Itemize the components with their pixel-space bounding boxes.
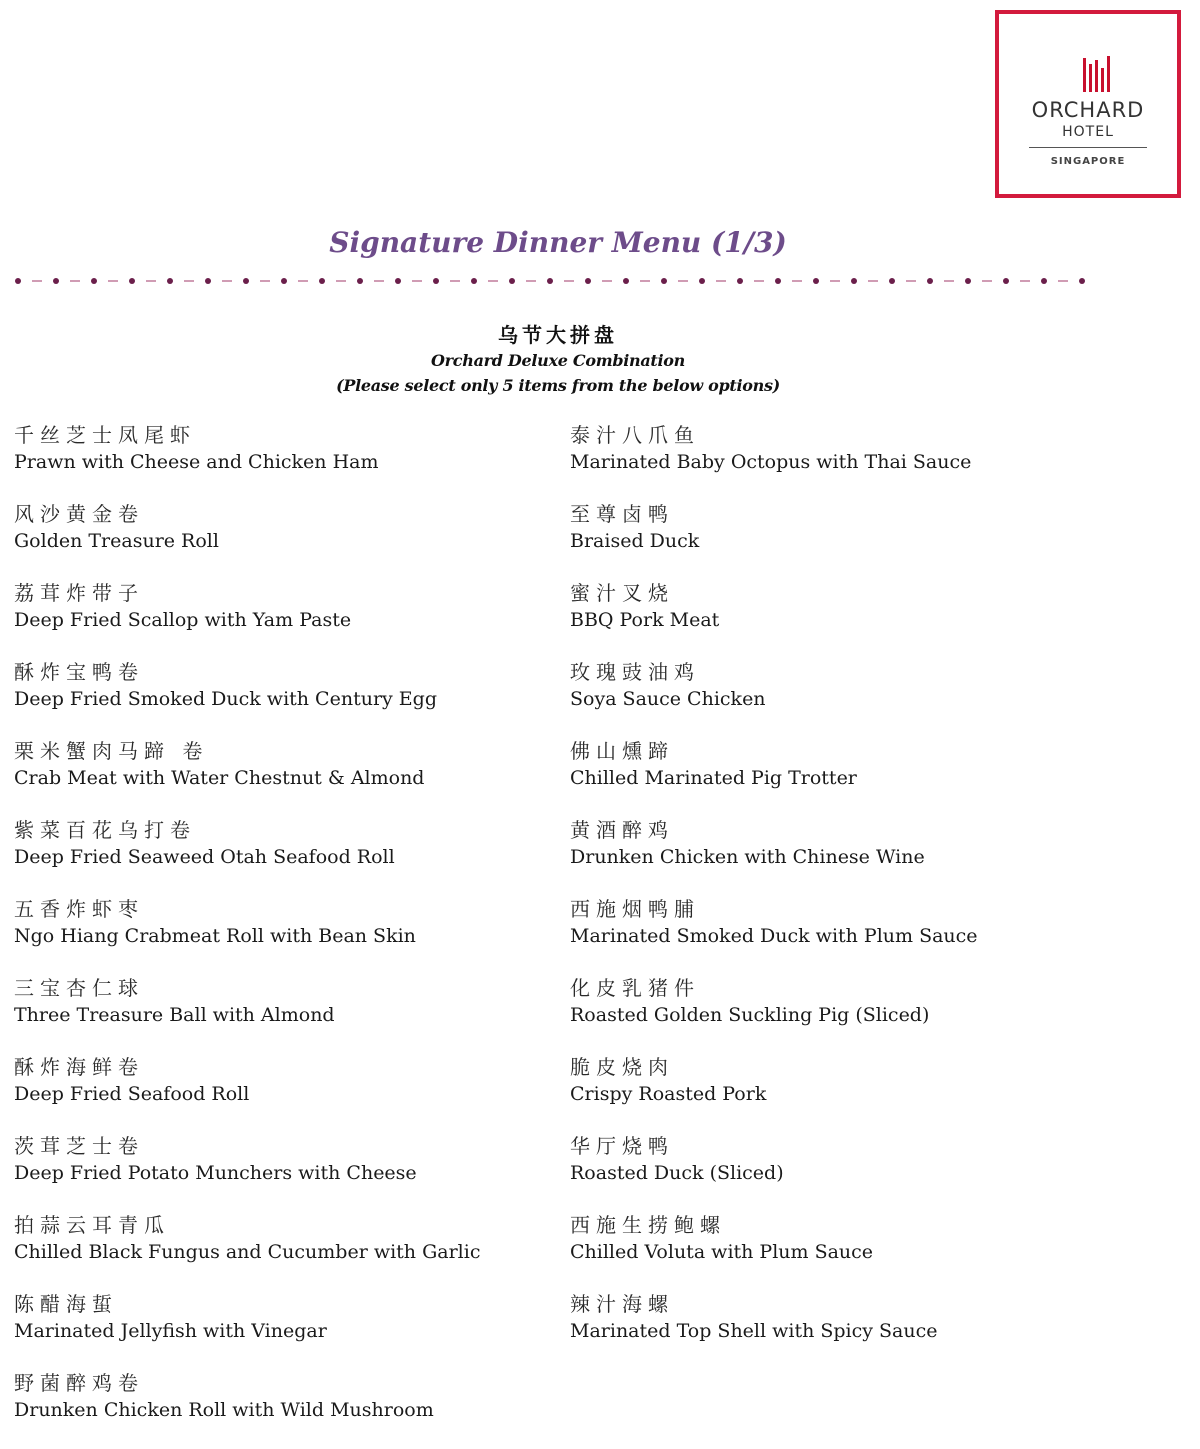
- divider-dot: [53, 278, 59, 284]
- menu-item: [570, 975, 1090, 1054]
- section-header: [0, 322, 1116, 398]
- divider-dot: [433, 278, 439, 284]
- menu-item-name-en: Braised Duck: [570, 530, 700, 552]
- menu-item-name-en: Marinated Smoked Duck with Plum Sauce: [570, 925, 978, 947]
- section-title-zh: 乌节大拼盘: [498, 323, 618, 347]
- divider-dot: [1003, 278, 1009, 284]
- menu-item: [570, 501, 1090, 580]
- menu-item-name-zh: 辣汁海螺: [570, 1292, 674, 1316]
- divider-dot: [91, 278, 97, 284]
- menu-item: [14, 422, 534, 501]
- menu-item: [14, 1212, 534, 1291]
- logo-location: SINGAPORE: [1050, 156, 1126, 167]
- menu-item-name-en: Chilled Black Fungus and Cucumber with Garlic: [14, 1241, 481, 1263]
- menu-item: [570, 896, 1090, 975]
- menu-item-name-zh: 茨茸芝士卷: [14, 1134, 144, 1158]
- menu-item-name-en: Drunken Chicken Roll with Wild Mushroom: [14, 1399, 434, 1421]
- menu-item-name-en: Marinated Top Shell with Spicy Sauce: [570, 1320, 938, 1342]
- divider-dot: [737, 278, 743, 284]
- menu-item-name-zh: 泰汁八爪鱼: [570, 423, 700, 447]
- menu-item: [570, 659, 1090, 738]
- menu-item-name-en: Deep Fried Scallop with Yam Paste: [14, 609, 352, 631]
- menu-item-name-en: Roasted Duck (Sliced): [570, 1162, 784, 1184]
- menu-item: [14, 580, 534, 659]
- logo-divider: [1029, 147, 1147, 148]
- divider-dot: [129, 278, 135, 284]
- divider-dot: [281, 278, 287, 284]
- menu-item: [570, 1054, 1090, 1133]
- divider-dot: [813, 278, 819, 284]
- divider-dot: [965, 278, 971, 284]
- menu-item-name-zh: 野菌醉鸡卷: [14, 1371, 144, 1395]
- menu-item-name-en: Ngo Hiang Crabmeat Roll with Bean Skin: [14, 925, 416, 947]
- menu-item-name-en: Crispy Roasted Pork: [570, 1083, 767, 1105]
- divider-dot: [547, 278, 553, 284]
- menu-item-name-zh: 佛山燻蹄: [570, 739, 674, 763]
- menu-item-name-zh: 黄酒醉鸡: [570, 818, 674, 842]
- menu-item: [14, 817, 534, 896]
- menu-item-name-zh: 五香炸虾枣: [14, 897, 144, 921]
- divider-dot: [395, 278, 401, 284]
- divider-dot: [509, 278, 515, 284]
- divider-dot: [15, 278, 21, 284]
- menu-item-name-zh: 荔茸炸带子: [14, 581, 144, 605]
- menu-item-name-en: Soya Sauce Chicken: [570, 688, 766, 710]
- divider-dot: [699, 278, 705, 284]
- decorative-divider: [14, 275, 1089, 287]
- section-note: (Please select only 5 items from the below options): [336, 376, 780, 395]
- menu-item: [14, 975, 534, 1054]
- menu-item-name-en: BBQ Pork Meat: [570, 609, 720, 631]
- menu-item-name-en: Chilled Marinated Pig Trotter: [570, 767, 857, 789]
- menu-item: [14, 738, 534, 817]
- menu-item-name-zh: 蜜汁叉烧: [570, 581, 674, 605]
- divider-dot: [1079, 278, 1085, 284]
- menu-item: [570, 817, 1090, 896]
- logo-subname: HOTEL: [1062, 124, 1114, 140]
- menu-item-name-en: Deep Fried Seaweed Otah Seafood Roll: [14, 846, 395, 868]
- menu-item: [570, 580, 1090, 659]
- menu-item: [570, 422, 1090, 501]
- divider-dot: [851, 278, 857, 284]
- menu-item-name-zh: 酥炸海鲜卷: [14, 1055, 144, 1079]
- menu-item-name-zh: 化皮乳猪件: [570, 976, 700, 1000]
- menu-item-name-en: Golden Treasure Roll: [14, 530, 219, 552]
- menu-item-name-zh: 紫菜百花乌打卷: [14, 818, 196, 842]
- menu-item-name-zh: 风沙黄金卷: [14, 502, 144, 526]
- divider-dot: [889, 278, 895, 284]
- menu-item-name-zh: 西施烟鸭脯: [570, 897, 700, 921]
- menu-item: [14, 1370, 534, 1449]
- menu-item-name-en: Crab Meat with Water Chestnut & Almond: [14, 767, 425, 789]
- menu-item-name-en: Deep Fried Seafood Roll: [14, 1083, 250, 1105]
- divider-dot: [357, 278, 363, 284]
- menu-item-name-zh: 千丝芝士凤尾虾: [14, 423, 196, 447]
- menu-item-name-en: Marinated Baby Octopus with Thai Sauce: [570, 451, 972, 473]
- menu-item: [14, 896, 534, 975]
- divider-dot: [1041, 278, 1047, 284]
- menu-item-name-zh: 华厅烧鸭: [570, 1134, 674, 1158]
- divider-dot: [471, 278, 477, 284]
- divider-dot: [661, 278, 667, 284]
- menu-item: [570, 1212, 1090, 1291]
- menu-item-name-zh: 脆皮烧肉: [570, 1055, 674, 1079]
- menu-item-name-zh: 至尊卤鸭: [570, 502, 674, 526]
- menu-item-name-zh: 栗米蟹肉马蹄 卷: [14, 739, 209, 763]
- menu-item: [14, 1133, 534, 1212]
- menu-item: [14, 1291, 534, 1370]
- menu-column-right: [570, 422, 1090, 1370]
- divider-dot: [167, 278, 173, 284]
- menu-item-name-zh: 拍蒜云耳青瓜: [14, 1213, 170, 1237]
- menu-item-name-en: Three Treasure Ball with Almond: [14, 1004, 335, 1026]
- menu-item: [14, 659, 534, 738]
- menu-item-name-zh: 陈醋海蜇: [14, 1292, 118, 1316]
- menu-item-name-en: Deep Fried Potato Munchers with Cheese: [14, 1162, 417, 1184]
- divider-dot: [927, 278, 933, 284]
- divider-dot: [623, 278, 629, 284]
- menu-item-name-en: Marinated Jellyfish with Vinegar: [14, 1320, 327, 1342]
- logo-name: ORCHARD: [1031, 98, 1145, 122]
- menu-item-name-en: Roasted Golden Suckling Pig (Sliced): [570, 1004, 930, 1026]
- menu-item-name-zh: 酥炸宝鸭卷: [14, 660, 144, 684]
- menu-item-name-en: Prawn with Cheese and Chicken Ham: [14, 451, 379, 473]
- divider-dot: [585, 278, 591, 284]
- menu-item: [14, 501, 534, 580]
- menu-item-name-zh: 西施生捞鲍螺: [570, 1213, 726, 1237]
- divider-dot: [243, 278, 249, 284]
- menu-item-name-en: Drunken Chicken with Chinese Wine: [570, 846, 925, 868]
- logo-bars-icon: [1081, 56, 1111, 92]
- divider-dot: [775, 278, 781, 284]
- section-title-en: Orchard Deluxe Combination: [431, 351, 685, 370]
- menu-item-name-zh: 三宝杏仁球: [14, 976, 144, 1000]
- hotel-logo: [995, 10, 1181, 198]
- menu-title: Signature Dinner Menu (1/3): [329, 226, 787, 259]
- menu-item: [570, 1291, 1090, 1370]
- menu-item-name-zh: 玫瑰豉油鸡: [570, 660, 700, 684]
- divider-dot: [319, 278, 325, 284]
- menu-item-name-en: Chilled Voluta with Plum Sauce: [570, 1241, 874, 1263]
- menu-column-left: [14, 422, 534, 1449]
- menu-item-name-en: Deep Fried Smoked Duck with Century Egg: [14, 688, 438, 710]
- menu-item: [570, 1133, 1090, 1212]
- menu-item: [570, 738, 1090, 817]
- divider-dot: [205, 278, 211, 284]
- menu-item: [14, 1054, 534, 1133]
